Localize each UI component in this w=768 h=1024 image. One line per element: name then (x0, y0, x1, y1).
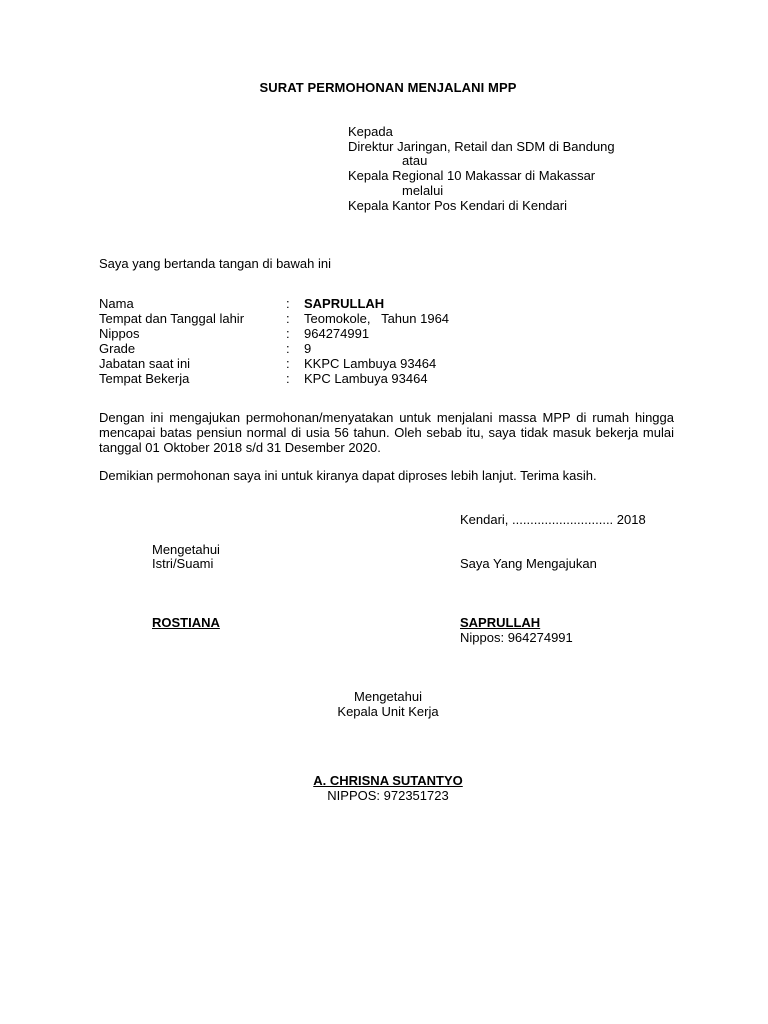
field-colon: : (286, 296, 290, 311)
field-label: Tempat Bekerja (99, 371, 190, 386)
field-value: 964274991 (304, 326, 370, 341)
field-value: Teomokole, Tahun 1964 (304, 311, 450, 326)
field-colon: : (286, 371, 290, 386)
field-label: Grade (99, 341, 136, 356)
left-sign-mengetahui: Mengetahui (152, 542, 220, 557)
recipient-melalui: melalui (402, 183, 444, 198)
right-sign-role: Saya Yang Mengajukan (460, 556, 597, 571)
bottom-sign-name-text: A. CHRISNA SUTANTYO (313, 773, 463, 788)
field-value: SAPRULLAH (304, 296, 385, 311)
field-label: Nippos (99, 326, 140, 341)
bottom-sign-mengetahui: Mengetahui (354, 689, 422, 704)
field-label: Tempat dan Tanggal lahir (99, 311, 245, 326)
field-colon: : (286, 341, 290, 356)
recipient-kepada: Kepada (348, 124, 393, 139)
intro-text: Saya yang bertanda tangan di bawah ini (99, 256, 332, 271)
field-colon: : (286, 356, 290, 371)
left-sign-name: ROSTIANA (152, 615, 220, 630)
field-value: KPC Lambuya 93464 (304, 371, 428, 386)
field-value: KKPC Lambuya 93464 (304, 356, 437, 371)
bottom-sign-role: Kepala Unit Kerja (337, 704, 439, 719)
field-label: Nama (99, 296, 134, 311)
right-sign-nippos: Nippos: 964274991 (460, 630, 573, 645)
body-paragraph-1: Dengan ini mengajukan permohonan/menyatakan untuk menjalani massa MPP di rumah hingga mencapai batas pensiun normal di usia 56 tahun. Oleh sebab itu, saya tidak masuk bekerja mulai tanggal 01 Oktober 2018 s/d 31 Desember 2020. (99, 410, 674, 455)
recipient-line-2: Kepala Regional 10 Makassar di Makassar (348, 168, 596, 183)
recipient-line-1: Direktur Jaringan, Retail dan SDM di Bandung (348, 139, 615, 154)
recipient-atau: atau (402, 153, 428, 168)
recipient-line-3: Kepala Kantor Pos Kendari di Kendari (348, 198, 567, 213)
right-sign-name: SAPRULLAH (460, 615, 541, 630)
bottom-sign-nippos: NIPPOS: 972351723 (327, 788, 449, 803)
bottom-sign-name (0, 773, 768, 788)
field-colon: : (286, 311, 290, 326)
left-sign-role: Istri/Suami (152, 556, 214, 571)
letter-title: SURAT PERMOHONAN MENJALANI MPP (259, 80, 517, 95)
body-paragraph-2: Demikian permohonan saya ini untuk kiranya dapat diproses lebih lanjut. Terima kasih. (99, 468, 597, 483)
place-date: Kendari, ............................ 2018 (460, 512, 646, 527)
field-label: Jabatan saat ini (99, 356, 191, 371)
field-colon: : (286, 326, 290, 341)
field-value: 9 (304, 341, 312, 356)
